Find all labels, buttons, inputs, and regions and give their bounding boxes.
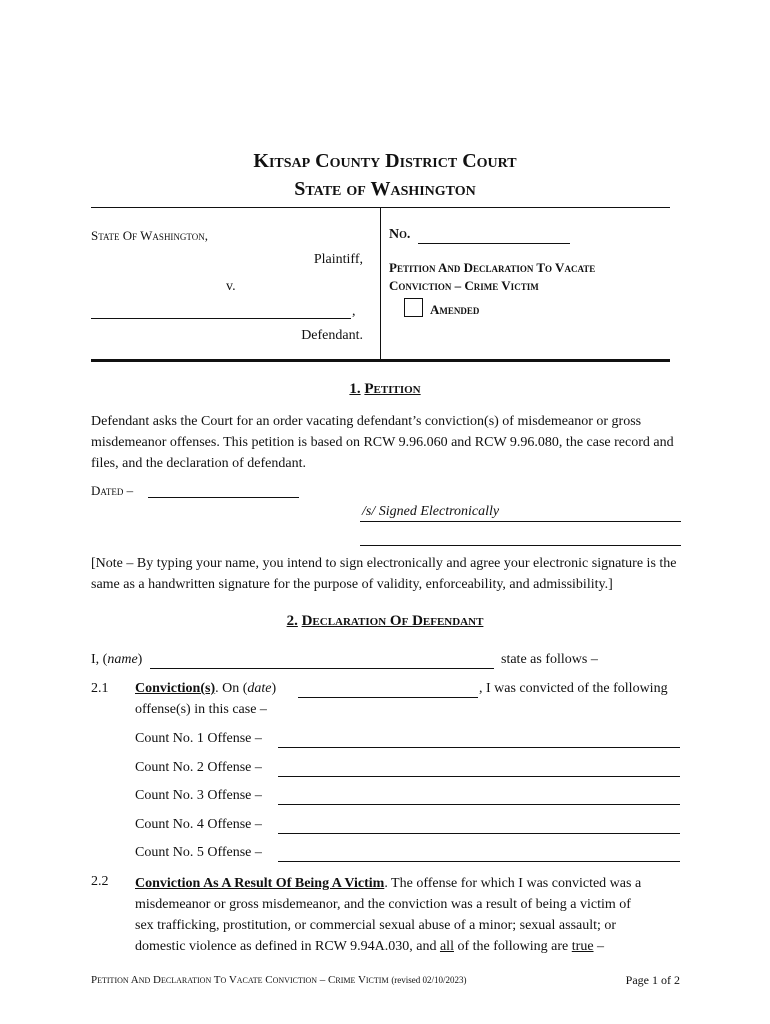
doc-title-line1: Petition And Declaration To Vacate	[389, 260, 596, 275]
section2-heading	[0, 613, 770, 630]
signature-note: [Note – By typing your name, you intend to sign electronically and agree your electronic signature is the same as a handwritten signature for the purpose of validity, enforceability, and admissibility.]	[91, 556, 677, 592]
section2-title: Declaration Of Defendant	[301, 613, 484, 629]
count-field[interactable]	[278, 833, 680, 834]
count-field[interactable]	[278, 776, 680, 777]
count-field[interactable]	[278, 747, 680, 748]
printed-name-line[interactable]	[360, 545, 681, 546]
versus: v.	[226, 279, 236, 294]
caption-bottom-rule	[91, 359, 670, 362]
dated-label: Dated –	[91, 483, 134, 498]
item21-number: 2.1	[91, 681, 109, 696]
section1-paragraph: Defendant asks the Court for an order vacating defendant’s conviction(s) of misdemeanor or gross misdemeanor offenses. This petition is based on RCW 9.96.060 and RCW 9.96.080, the case record and files, and the declaration of defendant.	[91, 414, 674, 471]
doc-title-line2: Conviction – Crime Victim	[389, 278, 539, 293]
signature-line[interactable]	[360, 521, 681, 522]
defendant-comma: ,	[352, 304, 356, 319]
count-field[interactable]	[278, 804, 680, 805]
section1-title: Petition	[364, 381, 421, 397]
amended-checkbox[interactable]	[404, 298, 423, 317]
count-label: Count No. 5 Offense –	[135, 845, 262, 860]
amended-label: Amended	[430, 302, 480, 317]
item21-line2: offense(s) in this case –	[135, 702, 267, 717]
count-label: Count No. 4 Offense –	[135, 817, 262, 832]
item22-paragraph: Conviction As A Result Of Being A Victim. The offense for which I was convicted was a misdemeanor or gross misdemeanor, and the conviction was a result of being a victim of sex trafficking, prostitution, or commercial sexual abuse of a minor; sexual assault; or domestic violence as defined in RCW 9.94A.030, and all of the following are true –	[135, 876, 642, 954]
defendant-name-line[interactable]	[91, 318, 351, 319]
count-label: Count No. 1 Offense –	[135, 731, 262, 746]
declarant-name-field[interactable]	[150, 668, 494, 669]
count-field[interactable]	[278, 861, 680, 862]
court-name: Kitsap County District Court	[253, 150, 517, 172]
count-label: Count No. 3 Offense –	[135, 788, 262, 803]
declarant-intro: I, (name)	[91, 652, 143, 667]
plaintiff-role: Plaintiff,	[313, 252, 363, 267]
plaintiff-name: State Of Washington,	[91, 228, 209, 243]
dated-field[interactable]	[148, 497, 299, 498]
state-name: State of Washington	[294, 178, 476, 200]
section2-number: 2.	[286, 613, 298, 629]
case-no-label: No.	[389, 227, 411, 242]
page-number: Page 1 of 2	[625, 973, 680, 987]
section1-number: 1.	[349, 381, 361, 397]
section1-heading	[0, 381, 770, 398]
signature-text: /s/ Signed Electronically	[362, 504, 500, 519]
count-label: Count No. 2 Offense –	[135, 760, 262, 775]
item21-line1: Conviction(s). On (date)	[135, 681, 277, 696]
item21-after: , I was convicted of the following	[479, 681, 668, 696]
footer-title: Petition And Declaration To Vacate Conviction – Crime Victim (revised 02/10/2023)	[91, 974, 467, 986]
caption-divider	[380, 208, 381, 360]
item22-number: 2.2	[91, 874, 109, 889]
declarant-intro-suffix: state as follows –	[501, 652, 598, 667]
conviction-date-field[interactable]	[298, 697, 478, 698]
defendant-role: Defendant.	[301, 328, 363, 343]
case-no-field[interactable]	[418, 243, 570, 244]
